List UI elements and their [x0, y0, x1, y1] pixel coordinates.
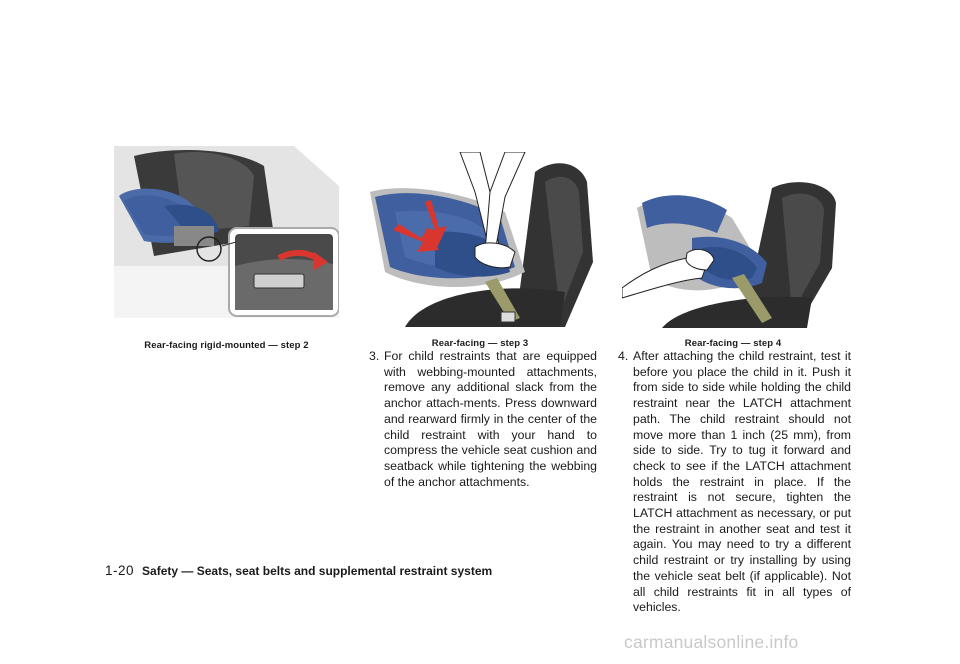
page-number: 1-20: [105, 563, 135, 578]
figure-step-3: [365, 152, 595, 327]
figure-step-2: [114, 146, 339, 318]
illustration-step-4: [622, 178, 844, 328]
watermark: carmanualsonline.info: [624, 632, 799, 652]
illustration-rigid-mounted-step-2: [114, 146, 339, 318]
step-text: For child restraints that are equipped with webbing-mounted attachments, remove any additional slack from the anchor attach-ments. Press downward and rearward firmly in the center of the child restraint with your hand to compress the vehicle seat cushion and seatback while tightening the webbing of the anchor attachments.: [384, 349, 597, 489]
step-text: After attaching the child restraint, test it before you place the child in it. Push it from side to side while holding the child restraint near the LATCH attachment path. The child restraint should not move more than 1 inch (25 mm), from side to side. Try to tug it forward and check to see if the LATCH attachment holds the restraint in place. If the restraint is not secure, tighten the LATCH attachment as necessary, or put the restraint in another seat and test it again. You may need to try a different child restraint or try installing by using the vehicle seat belt (if applicable). Not all child restraints fit in all types of vehicles.: [633, 349, 851, 615]
figure-caption: Rear-facing — step 4: [684, 338, 782, 349]
page-footer: [105, 563, 492, 578]
step-number: 4.: [618, 349, 629, 363]
figure-caption: Rear-facing rigid-mounted — step 2: [144, 340, 309, 351]
illustration-step-3: [365, 152, 595, 327]
figure-caption: Rear-facing — step 3: [431, 338, 529, 349]
step-3-paragraph: [369, 349, 597, 490]
step-number: 3.: [369, 349, 380, 363]
figure-step-4: [622, 178, 844, 328]
step-4-paragraph: [618, 349, 851, 616]
section-title: Safety — Seats, seat belts and supplemental restraint system: [142, 564, 493, 578]
